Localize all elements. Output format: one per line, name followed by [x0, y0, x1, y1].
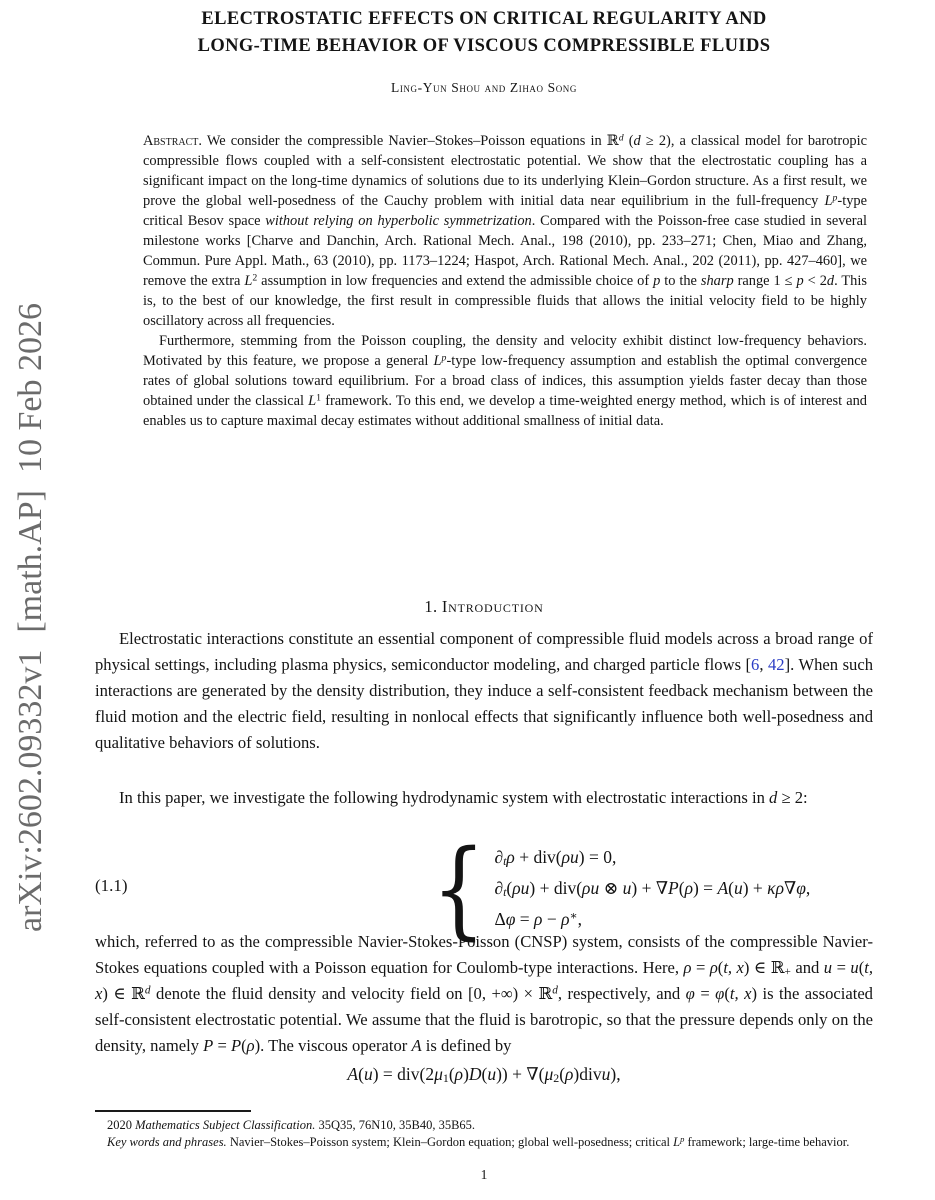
text-run: ) +: [742, 878, 768, 899]
text-run: ) ∈ ℝ: [102, 984, 145, 1003]
text-run: P: [668, 878, 679, 899]
equation-number-tag: (1.1): [95, 876, 128, 895]
text-run: -type low-frequency assumption and establish the optimal convergence rates of global solutions toward equilibrium. For a broad class of indices, this assumption yields faster decay than those obtained under the classical: [143, 353, 867, 409]
text-run: is defined by: [421, 1036, 512, 1055]
intro-paragraph-2: [95, 785, 873, 811]
text-run: φ: [715, 984, 725, 1003]
text-run: Key words and phrases.: [107, 1135, 227, 1149]
text-run: p: [680, 1133, 685, 1144]
text-run: d: [618, 132, 624, 144]
footnote-msc: [95, 1117, 873, 1134]
text-run: =: [691, 958, 710, 977]
text-run: φ: [505, 909, 516, 930]
text-run: D: [468, 1064, 482, 1084]
text-run: without relying on hyperbolic symmetrization: [265, 213, 532, 229]
text-run: d: [826, 273, 835, 289]
text-run: ρ: [683, 958, 692, 977]
text-run: ⊗: [599, 878, 623, 899]
text-run: ) = 0,: [578, 847, 617, 868]
text-run: u: [622, 878, 632, 899]
text-run: t: [503, 885, 507, 900]
text-run: 2020: [107, 1118, 136, 1132]
text-run: u: [733, 878, 743, 899]
abstract-paragraph-2: [143, 331, 867, 431]
text-run: +: [784, 966, 791, 979]
text-run: which, referred to as the compressible Navier-Stokes-Poisson (CNSP) system, consists of the compressible Navier-Stokes equations coupled with a Poisson equation for Coulomb-type interactions. Here,: [95, 932, 873, 977]
text-run: 1: [316, 392, 322, 404]
text-run: 1.: [424, 597, 442, 616]
text-run: ρ: [246, 1036, 255, 1055]
body-paragraph-cnsp: [95, 929, 873, 1059]
paper-title-line-1: ELECTROSTATIC EFFECTS ON CRITICAL REGULARITY AND: [201, 9, 767, 29]
text-run: + div(: [514, 847, 562, 868]
text-run: < 2: [803, 273, 827, 289]
text-run: P: [203, 1036, 214, 1055]
text-run: u: [850, 958, 859, 977]
text-run: ρ: [454, 1064, 464, 1084]
abstract-section: [143, 131, 867, 431]
text-run: )div: [573, 1064, 602, 1084]
text-run: d: [552, 984, 558, 997]
text-run: φ: [685, 984, 695, 1003]
text-run: u: [487, 1064, 497, 1084]
paper-title: [95, 6, 873, 60]
text-run: d: [633, 133, 641, 149]
text-run: κρ: [767, 878, 784, 899]
text-run: ). The viscous operator: [254, 1036, 412, 1055]
text-run: ) + ∇: [631, 878, 669, 899]
text-run: d: [144, 984, 151, 997]
equation-lines: [494, 842, 810, 935]
text-run: Mathematics Subject Classification.: [135, 1118, 316, 1132]
text-run: u: [363, 1064, 373, 1084]
text-run: In this paper, we investigate the following hydrodynamic system with electrostatic interactions in: [119, 788, 770, 807]
authors-line: Ling-Yun Shou and Zihao Song: [390, 80, 578, 95]
text-run: (: [717, 958, 724, 977]
text-run: ≥ 2), a classical model for barotropic compressible flows coupled with a self-consistent electrostatic potential. We show that the electrostatic coupling has a significant impact on the long-time dynamics of solutions due to its underlying Klein–Gordon structure. As a first result, we prove the global well-posedness of the Cauchy problem with initial data near equilibrium in the full-frequency: [143, 133, 868, 209]
text-run: framework. To this end, we develop a time-weighted energy method, which is of interest and enables us to capture maximal decay estimates without additional smallness of initial data.: [143, 393, 867, 429]
text-run: 35Q35, 76N10, 35B40, 35B65.: [315, 1118, 476, 1132]
text-run: p: [832, 192, 838, 204]
text-run: . This is, to the best of our knowledge, the first result in compressible fluids that allows the initial velocity field to be highly oscillatory across all frequencies.: [143, 273, 867, 329]
text-run: (: [481, 1064, 488, 1084]
text-run: ) =: [692, 878, 718, 899]
text-run: ) + div(: [529, 878, 583, 899]
text-run: u: [601, 1064, 611, 1084]
text-run: Abstract.: [143, 133, 202, 149]
text-run: ρ: [709, 958, 718, 977]
text-run: ρ: [506, 847, 515, 868]
cnsp-paragraph-block: [95, 929, 873, 1085]
text-run: =: [832, 958, 851, 977]
text-run: We consider the compressible Navier–Stokes–Poisson equations in: [202, 133, 607, 149]
text-run: ) is the associated self-consistent electrostatic potential. We assume that the fluid is barotropic, so that the pressure depends only on the density, namely: [95, 984, 873, 1055]
text-run: (: [678, 878, 685, 899]
text-run: (: [559, 1064, 566, 1084]
text-run: ,: [577, 909, 582, 930]
text-run: ρu: [582, 878, 600, 899]
text-run: assumption in low frequencies and extend the admissible choice of: [257, 273, 654, 289]
text-run: p: [653, 273, 661, 289]
text-run: A: [411, 1036, 422, 1055]
text-run: , respectively, and: [557, 984, 686, 1003]
text-run: −: [542, 909, 562, 930]
text-run: =: [213, 1036, 231, 1055]
arxiv-watermark: arXiv:2602.09332v1 [math.AP] 10 Feb 2026: [12, 303, 49, 932]
text-run: ℝ: [606, 133, 619, 149]
text-run: p: [796, 273, 804, 289]
equation-1-1: [95, 827, 873, 950]
text-run: range 1 ≤: [733, 273, 797, 289]
text-run: (: [724, 984, 730, 1003]
text-run: (: [728, 878, 734, 899]
text-run: t, x: [95, 958, 874, 1003]
text-run: ),: [610, 1064, 621, 1084]
text-run: ρ: [534, 909, 543, 930]
abstract-paragraph-1: [143, 131, 867, 331]
text-run: Navier–Stokes–Poisson system; Klein–Gordon equation; global well-posedness; critical: [226, 1135, 674, 1149]
text-run: Furthermore, stemming from the Poisson coupling, the density and velocity exhibit distinct low-frequency behaviors. Motivated by this feature, we propose a general: [143, 333, 867, 369]
text-run: denote the fluid density and velocity field on [0, +∞) × ℝ: [150, 984, 553, 1003]
text-run: (: [448, 1064, 455, 1084]
text-run: ∂: [494, 847, 504, 868]
text-run: (: [506, 878, 513, 899]
text-run: Introduction: [441, 597, 544, 616]
text-run: . Compared with the Poisson-free case studied in several milestone works [Charve and Danchin, Arch. Rational Mech. Anal., 198 (2010), pp. 233–271; Chen, Miao and Zhang, Commun. Pure Appl. Math., 63 (2010), pp. 1173–1224; Haspot, Arch. Rational Mech. Anal., 202 (2011), pp. 427–460], we remove the extra: [143, 213, 867, 289]
text-run: 2: [553, 1071, 560, 1086]
footnote-block: [95, 1110, 873, 1151]
page-number: 1: [480, 1167, 488, 1182]
intro-paragraph-1: [95, 626, 873, 756]
text-run: ∗: [569, 908, 578, 923]
text-run: =: [694, 984, 716, 1003]
text-run: ρ: [684, 878, 693, 899]
text-run: t: [503, 854, 507, 869]
equation-line-momentum: [494, 873, 810, 904]
text-run: to the: [660, 273, 701, 289]
text-run: 2: [252, 272, 258, 284]
text-run: =: [515, 909, 535, 930]
text-run: L: [433, 353, 442, 369]
text-run: -type critical Besov space: [143, 193, 867, 229]
text-run: d: [769, 788, 778, 807]
text-run: 1: [442, 1071, 449, 1086]
text-run: ρ: [565, 1064, 574, 1084]
text-run: ): [463, 1064, 469, 1084]
text-run: L: [673, 1135, 681, 1149]
text-run: u: [823, 958, 833, 977]
text-run: ρ: [561, 909, 570, 930]
text-run: ∂: [494, 878, 504, 899]
text-run: P: [230, 1036, 242, 1055]
text-run: (: [623, 133, 634, 149]
text-run: μ: [544, 1064, 554, 1084]
text-run: ,: [805, 878, 811, 899]
text-run: ) = div(2: [372, 1064, 435, 1084]
paper-content: [95, 0, 873, 1200]
footnote-keywords: [95, 1134, 873, 1151]
text-run: and: [790, 958, 824, 977]
text-run: μ: [434, 1064, 443, 1084]
text-run: ]. When such interactions are generated by the density distribution, they induce a self-consistent feedback mechanism between the fluid motion and the electric field, resulting in nonlocal effects that significantly influence both well-posedness and qualitative behaviors of solutions.: [95, 655, 873, 752]
section-heading-introduction: [95, 597, 873, 617]
equation-cases-group: [425, 827, 873, 950]
text-run: p: [441, 352, 447, 364]
text-run: t, x: [723, 958, 744, 977]
paper-title-line-2: LONG-TIME BEHAVIOR OF VISCOUS COMPRESSIBLE FLUIDS: [197, 36, 771, 56]
text-run: ρu: [512, 878, 530, 899]
citation-link[interactable]: 42: [768, 655, 785, 674]
text-run: Electrostatic interactions constitute an essential component of compressible fluid models across a broad range of physical settings, including plasma physics, semiconductor modeling, and charged particle flows [: [95, 629, 873, 674]
text-run: L: [308, 393, 317, 409]
text-run: (: [358, 1064, 364, 1084]
text-run: )) + ∇(: [496, 1064, 545, 1084]
text-run: ≥ 2:: [777, 788, 808, 807]
text-run: L: [244, 273, 253, 289]
cases-brace-icon: {: [431, 827, 486, 950]
text-run: A: [717, 878, 729, 899]
text-run: φ: [796, 878, 806, 899]
text-run: L: [824, 193, 833, 209]
text-run: A: [347, 1064, 359, 1084]
text-run: ∇: [783, 878, 797, 899]
text-run: framework; large-time behavior.: [684, 1135, 850, 1149]
text-run: (: [241, 1036, 247, 1055]
equation-line-mass: [494, 842, 810, 873]
text-run: sharp: [700, 273, 734, 289]
citation-link[interactable]: 6: [751, 655, 760, 674]
text-run: Δ: [494, 909, 506, 930]
text-run: t, x: [729, 984, 752, 1003]
text-run: ) ∈ ℝ: [743, 958, 785, 977]
text-run: ρu: [561, 847, 579, 868]
display-equation-viscous-operator: [95, 1064, 873, 1085]
text-run: (: [858, 958, 865, 977]
footnote-rule: [95, 1110, 251, 1112]
text-run: ,: [759, 655, 768, 674]
